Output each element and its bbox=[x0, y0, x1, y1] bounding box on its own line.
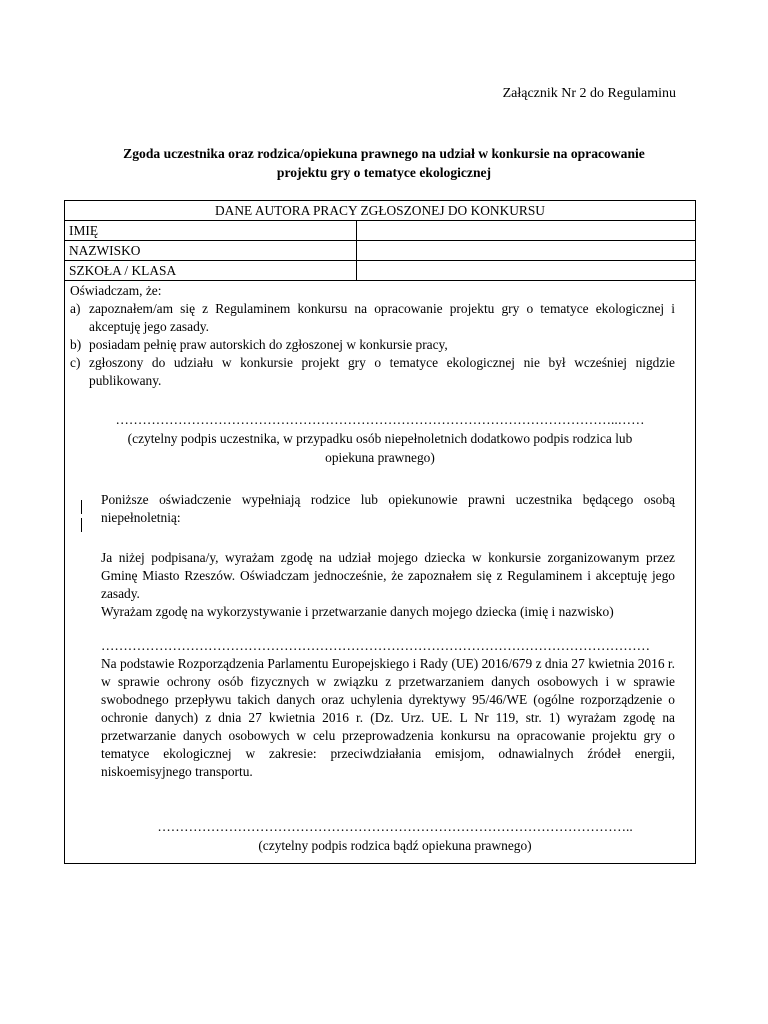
school-class-field[interactable] bbox=[356, 261, 695, 281]
table-row bbox=[65, 261, 695, 281]
list-item bbox=[70, 354, 675, 390]
document-title bbox=[64, 144, 704, 182]
last-name-label: NAZWISKO bbox=[65, 241, 356, 261]
consent-form bbox=[64, 200, 696, 864]
author-data-table bbox=[65, 201, 695, 281]
title-line-1: Zgoda uczestnika oraz rodzica/opiekuna prawnego na udział w konkursie na opracowanie bbox=[123, 146, 645, 161]
child-name-field-wrap bbox=[65, 637, 695, 655]
author-table-header: DANE AUTORA PRACY ZGŁOSZONEJ DO KONKURSU bbox=[65, 201, 695, 221]
item-text: posiadam pełnię praw autorskich do zgłoszonej w konkursie pracy, bbox=[89, 337, 448, 352]
item-text: zapoznałem/am się z Regulaminem konkursu na opracowanie projektu gry o tematyce ekologicznej i akceptuję jego zasady. bbox=[89, 301, 675, 334]
title-line-2: projektu gry o tematyce ekologicznej bbox=[276, 165, 492, 180]
parent-signature-caption: (czytelny podpis rodzica bądź opiekuna prawnego) bbox=[258, 838, 532, 853]
annex-label: Załącznik Nr 2 do Regulaminu bbox=[502, 86, 676, 101]
parent-intro-section bbox=[65, 491, 695, 527]
child-name-line[interactable]: …………………………………………………………………………………………………………… bbox=[101, 638, 651, 653]
item-marker: b) bbox=[70, 337, 82, 352]
school-class-label: SZKOŁA / KLASA bbox=[65, 261, 356, 281]
list-item bbox=[70, 300, 675, 336]
table-row bbox=[65, 221, 695, 241]
participant-signature-block bbox=[65, 410, 695, 467]
declaration-list bbox=[70, 300, 675, 390]
item-text: zgłoszony do udziału w konkursie projekt gry o tematyce ekologicznej nie był wcześniej nigdzie publikowany. bbox=[89, 355, 675, 388]
table-row bbox=[65, 241, 695, 261]
parent-signature-line[interactable]: …………………………………………………………………………………………….. bbox=[157, 819, 633, 834]
participant-signature-caption: (czytelny podpis uczestnika, w przypadku osób niepełnoletnich dodatkowo podpis rodzica lub opiekuna prawnego) bbox=[127, 431, 633, 465]
parent-consent-section bbox=[65, 549, 695, 621]
participation-consent-text: Ja niżej podpisana/y, wyrażam zgodę na udział mojego dziecka w konkursie zorganizowanym przez Gminę Miasto Rzeszów. Oświadczam jednocześnie, że zapoznałem się z Regulaminem i akceptuję jego zasady. bbox=[101, 550, 675, 601]
list-item bbox=[70, 336, 675, 354]
participant-signature-line[interactable]: …………………………………………………………………………………………………..…… bbox=[115, 412, 645, 427]
parent-intro-text: Poniższe oświadczenie wypełniają rodzice lub opiekunowie prawni uczestnika będącego osobą niepełnoletnią: bbox=[101, 492, 675, 525]
item-marker: a) bbox=[70, 301, 81, 316]
data-consent-text: Wyrażam zgodę na wykorzystywanie i przetwarzanie danych mojego dziecka (imię i nazwisko) bbox=[101, 604, 614, 619]
last-name-field[interactable] bbox=[356, 241, 695, 261]
gdpr-consent-text: Na podstawie Rozporządzenia Parlamentu Europejskiego i Rady (UE) 2016/679 z dnia 27 kwietnia 2016 r. w sprawie ochrony osób fizycznych w związku z przetwarzaniem danych osobowych i w sprawie swobodnego przepływu takich danych oraz uchylenia dyrektywy 95/46/WE (ogólne rozporządzenie o ochronie danych) z dnia 27 kwietnia 2016 r. (Dz. Urz. UE. L Nr 119, str. 1) wyrażam zgodę na przetwarzanie danych osobowych w celu przeprowadzenia konkursu na opracowanie projektu gry o tematyce ekologicznej w zakresie: przeciwdziałania emisjom, odnawialnych źródeł energii, niskoemisyjnego transportu. bbox=[101, 656, 675, 779]
first-name-label: IMIĘ bbox=[65, 221, 356, 241]
declaration-intro: Oświadczam, że: bbox=[70, 283, 162, 298]
margin-bar bbox=[81, 500, 82, 514]
margin-bar bbox=[81, 518, 82, 532]
first-name-field[interactable] bbox=[356, 221, 695, 241]
item-marker: c) bbox=[70, 355, 81, 370]
parent-signature-block bbox=[65, 817, 695, 855]
declaration-section bbox=[65, 281, 695, 390]
margin-bars bbox=[81, 500, 82, 536]
